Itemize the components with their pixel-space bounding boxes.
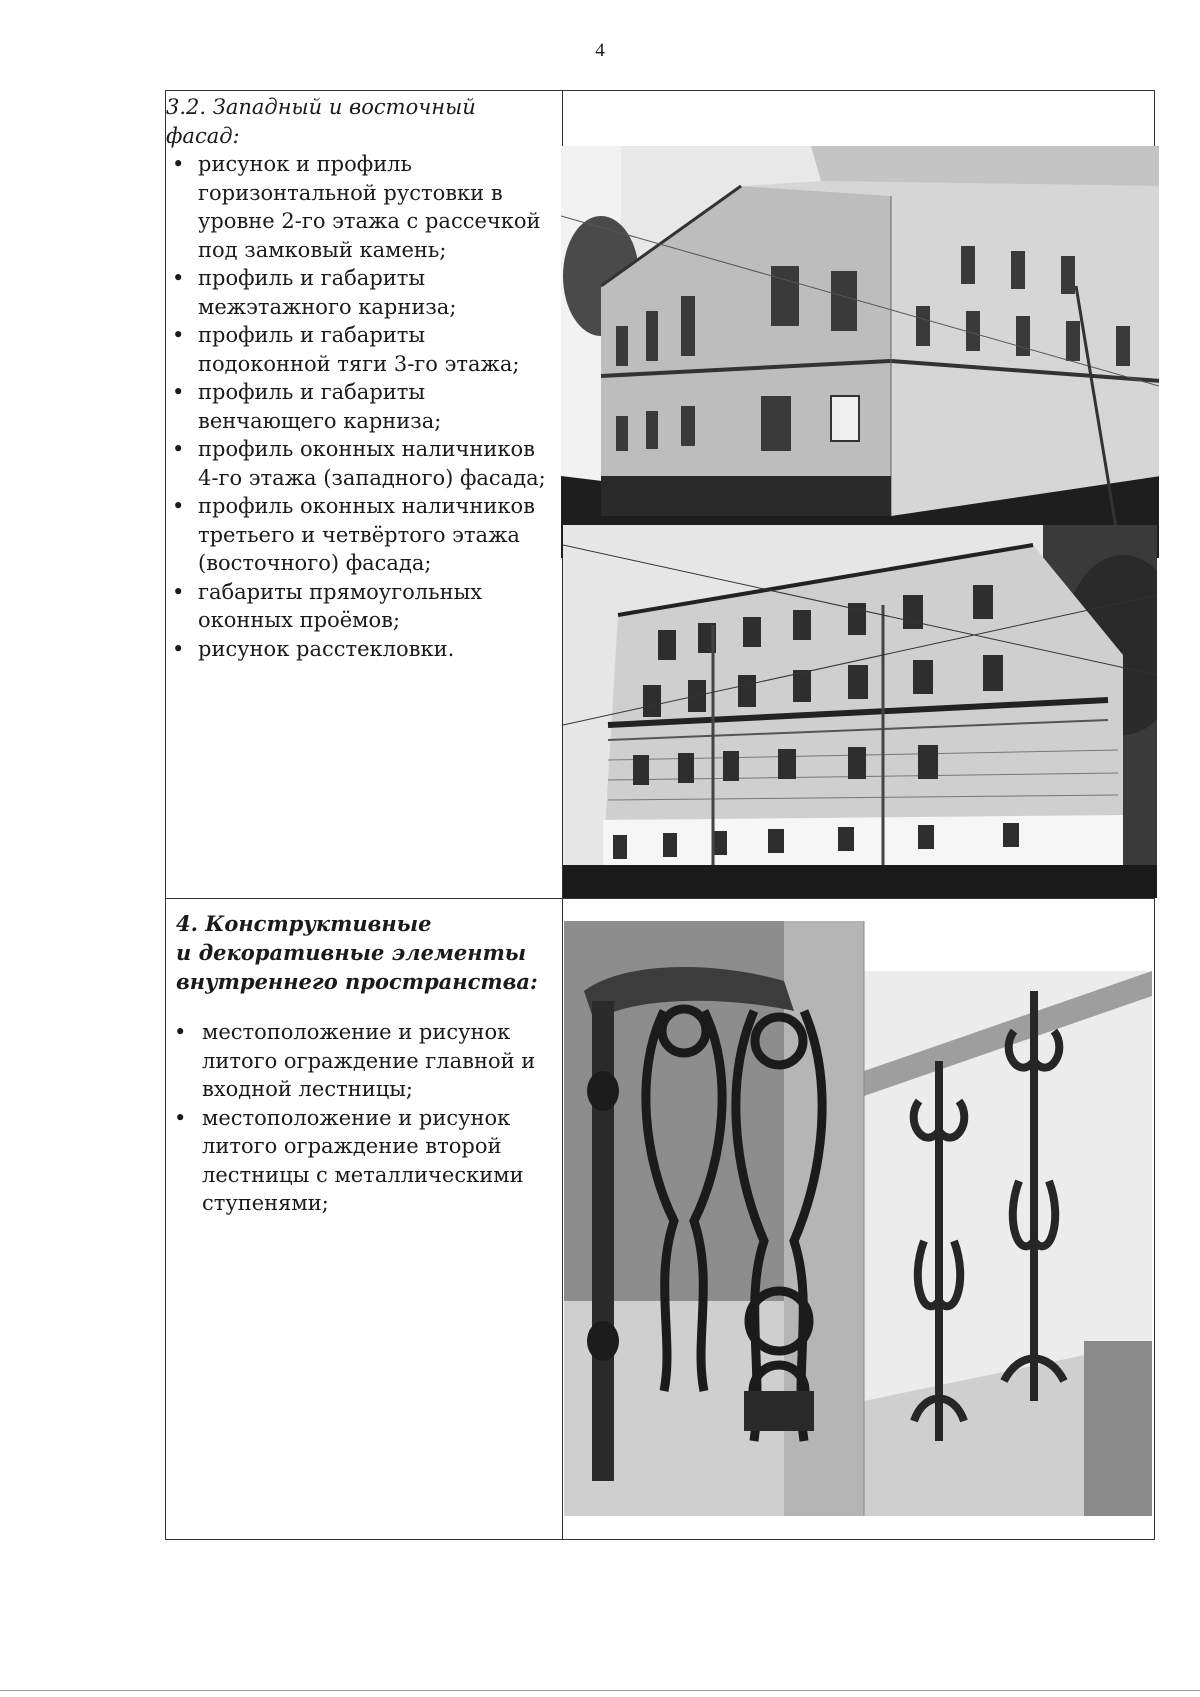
interior-elements-list: [166, 1018, 546, 1218]
list-item: • профиль оконных наличников третьего и четвёртого этажа (восточного) фасада;: [166, 492, 546, 578]
list-item: • рисунок расстекловки.: [166, 635, 546, 664]
heritage-elements-table: [165, 90, 1155, 1540]
list-item: • профиль оконных наличников 4-го этажа (западного) фасада;: [166, 435, 546, 492]
list-item: • местоположение и рисунок литого ограждение второй лестницы с металлическими ступенями;: [166, 1104, 546, 1218]
heading-line: 4. Конструктивные: [176, 911, 432, 936]
list-item: • профиль и габариты венчающего карниза;: [166, 378, 546, 435]
section-heading-facade: 3.2. Западный и восточный фасад:: [166, 95, 476, 148]
list-item: • профиль и габариты межэтажного карниза;: [166, 264, 546, 321]
facade-elements-list: [166, 150, 546, 663]
west-facade-photo: [561, 146, 1159, 558]
interior-elements-cell: [166, 909, 546, 1218]
list-item: • местоположение и рисунок литого ограждение главной и входной лестницы;: [166, 1018, 546, 1104]
section-heading-interior: [176, 909, 546, 996]
east-facade-photo: [563, 525, 1157, 898]
page-number: 4: [595, 40, 605, 61]
heading-line: внутреннего пространства:: [176, 969, 538, 994]
list-item: • профиль и габариты подоконной тяги 3-го этажа;: [166, 321, 546, 378]
heading-line: и декоративные элементы: [176, 940, 527, 965]
west-east-facade-cell: [166, 93, 546, 663]
list-item: • габариты прямоугольных оконных проёмов;: [166, 578, 546, 635]
stair-railing-photo: [564, 921, 1152, 1516]
page-bottom-rule: [0, 1690, 1200, 1691]
table-row-divider: [166, 898, 1154, 899]
list-item: • рисунок и профиль горизонтальной рустовки в уровне 2-го этажа с рассечкой под замковый камень;: [166, 150, 546, 264]
